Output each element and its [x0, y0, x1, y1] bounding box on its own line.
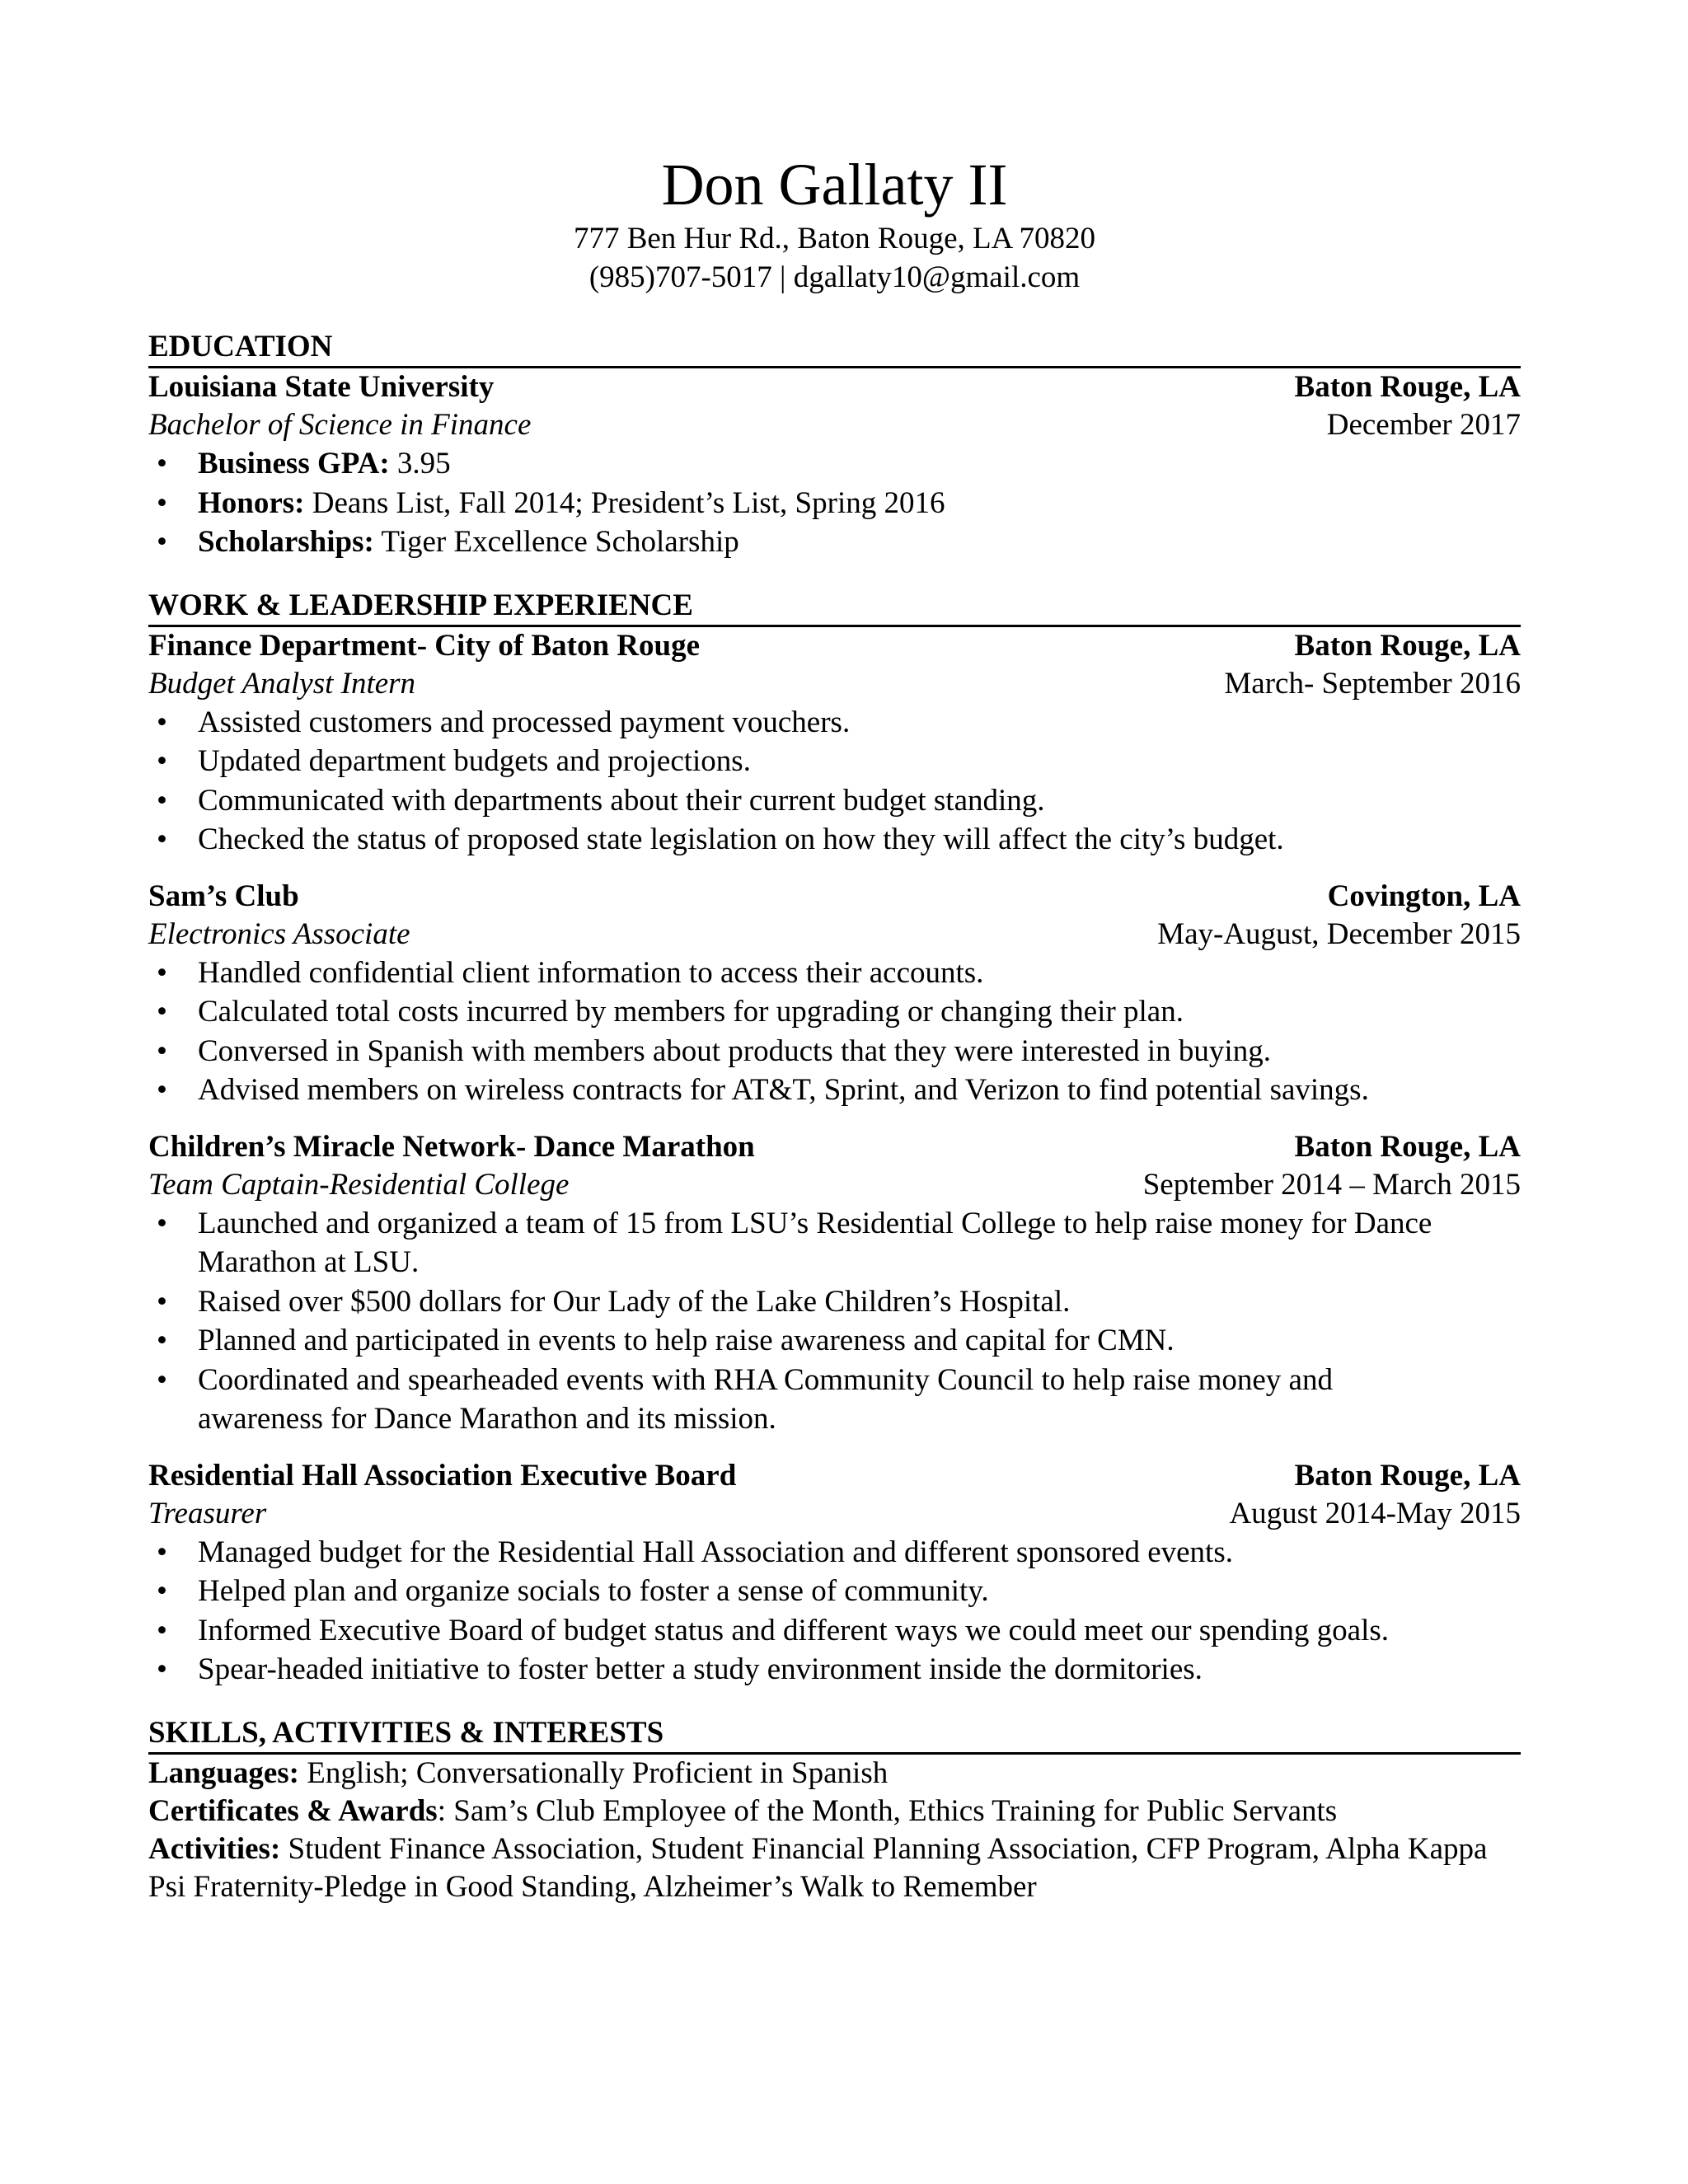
- bullet-icon: •: [157, 1535, 167, 1569]
- school-name: Louisiana State University: [148, 370, 495, 404]
- job-org: Sam’s Club: [148, 879, 299, 913]
- job-location: Covington, LA: [1327, 879, 1521, 913]
- job-location: Baton Rouge, LA: [1294, 1129, 1521, 1164]
- bullet-icon: •: [157, 1033, 167, 1068]
- job-role-row: [148, 1495, 1521, 1533]
- skills-section: [148, 1714, 1521, 1906]
- address-line: 777 Ben Hur Rd., Baton Rouge, LA 70820: [573, 222, 1096, 255]
- bullet-icon: •: [157, 1284, 167, 1319]
- job-role-row: [148, 916, 1521, 954]
- bullet-icon: •: [157, 1073, 167, 1107]
- list-item: • Advised members on wireless contracts for AT&T, Sprint, and Verizon to find potential savings.: [148, 1071, 1521, 1110]
- resume-header: [148, 0, 1521, 297]
- list-item: • Updated department budgets and projections.: [148, 742, 1521, 781]
- list-item: • Coordinated and spearheaded events with RHA Community Council to help raise money and awareness for Dance Marathon and its mission.: [148, 1361, 1438, 1439]
- bullet-icon: •: [157, 525, 167, 559]
- section-title-education: EDUCATION: [148, 328, 1521, 368]
- bullet-icon: •: [157, 447, 167, 480]
- bullet-icon: •: [157, 1652, 167, 1686]
- list-item: • Business GPA: 3.95: [148, 444, 1521, 484]
- list-item: • Handled confidential client information to access their accounts.: [148, 954, 1521, 993]
- list-item: • Launched and organized a team of 15 from LSU’s Residential College to help raise money for Dance Marathon at LSU.: [148, 1204, 1438, 1282]
- list-item: • Checked the status of proposed state legislation on how they will affect the city’s budget.: [148, 820, 1521, 860]
- job-location: Baton Rouge, LA: [1294, 628, 1521, 663]
- job-date: August 2014-May 2015: [1229, 1496, 1521, 1530]
- list-item: • Managed budget for the Residential Hall Association and different sponsored events.: [148, 1533, 1521, 1572]
- skills-certificates: Certificates & Awards: Sam’s Club Employee of the Month, Ethics Training for Public Servants: [148, 1793, 1338, 1828]
- job-date: May-August, December 2015: [1157, 916, 1521, 951]
- phone-email-line: (985)707-5017 | dgallaty10@gmail.com: [588, 260, 1081, 294]
- job-org: Finance Department- City of Baton Rouge: [148, 628, 700, 663]
- job-role: Budget Analyst Intern: [148, 666, 416, 701]
- bullet-icon: •: [157, 1206, 167, 1240]
- section-title-experience: WORK & LEADERSHIP EXPERIENCE: [148, 587, 1521, 627]
- job-role-row: [148, 665, 1521, 703]
- bullet-icon: •: [157, 1324, 167, 1357]
- job-entry: [148, 1128, 1521, 1439]
- degree: Bachelor of Science in Finance: [148, 408, 532, 442]
- job-bullets: [148, 703, 1521, 860]
- job-bullets: [148, 1204, 1521, 1439]
- list-item: • Honors: Deans List, Fall 2014; President’s List, Spring 2016: [148, 484, 1521, 523]
- skills-languages: Languages: English; Conversationally Proficient in Spanish: [148, 1755, 889, 1790]
- bullet-icon: •: [157, 1362, 167, 1397]
- job-org-row: [148, 627, 1521, 665]
- bullet-icon: •: [157, 485, 167, 520]
- job-org: Children’s Miracle Network- Dance Marathon: [148, 1129, 755, 1164]
- bullet-icon: •: [157, 1574, 167, 1608]
- education-degree-row: [148, 406, 1521, 444]
- list-item: • Spear-headed initiative to foster better a study environment inside the dormitories.: [148, 1650, 1521, 1690]
- job-location: Baton Rouge, LA: [1294, 1458, 1521, 1493]
- job-bullets: [148, 1533, 1521, 1690]
- education-section: [148, 328, 1521, 562]
- bullet-icon: •: [157, 823, 167, 856]
- skills-activities: Activities: Student Finance Association, Student Financial Planning Association, CFP Program, Alpha Kappa Psi Fraternity-Pledge in Good Standing, Alzheimer’s Walk to Remember: [148, 1831, 1488, 1904]
- candidate-name: Don Gallaty II: [661, 152, 1008, 218]
- job-entry: [148, 627, 1521, 860]
- job-org-row: [148, 878, 1521, 916]
- list-item: • Assisted customers and processed payment vouchers.: [148, 703, 1521, 743]
- bullet-icon: •: [157, 705, 167, 739]
- job-date: March- September 2016: [1224, 666, 1521, 701]
- job-org-row: [148, 1457, 1521, 1495]
- list-item: • Planned and participated in events to help raise awareness and capital for CMN.: [148, 1321, 1438, 1361]
- list-item: • Raised over $500 dollars for Our Lady of the Lake Children’s Hospital.: [148, 1282, 1438, 1322]
- job-entry: [148, 1457, 1521, 1690]
- list-item: • Helped plan and organize socials to foster a sense of community.: [148, 1572, 1521, 1611]
- job-org: Residential Hall Association Executive Board: [148, 1458, 737, 1493]
- graduation-date: December 2017: [1326, 408, 1521, 442]
- job-role: Electronics Associate: [148, 916, 410, 951]
- list-item: • Calculated total costs incurred by members for upgrading or changing their plan.: [148, 992, 1521, 1032]
- job-date: September 2014 – March 2015: [1142, 1167, 1521, 1202]
- list-item: • Informed Executive Board of budget status and different ways we could meet our spending goals.: [148, 1611, 1521, 1651]
- resume-page: [148, 0, 1521, 1906]
- job-role-row: [148, 1166, 1521, 1204]
- experience-section: [148, 587, 1521, 1690]
- school-location: Baton Rouge, LA: [1294, 370, 1521, 404]
- list-item: • Communicated with departments about their current budget standing.: [148, 781, 1521, 821]
- job-org-row: [148, 1128, 1521, 1166]
- bullet-icon: •: [157, 995, 167, 1029]
- bullet-icon: •: [157, 744, 167, 778]
- list-item: • Conversed in Spanish with members about products that they were interested in buying.: [148, 1032, 1521, 1071]
- bullet-icon: •: [157, 783, 167, 818]
- education-bullets: [148, 444, 1521, 562]
- job-role: Treasurer: [148, 1496, 267, 1530]
- job-bullets: [148, 954, 1521, 1110]
- job-entry: [148, 878, 1521, 1110]
- section-title-skills: SKILLS, ACTIVITIES & INTERESTS: [148, 1714, 1521, 1755]
- list-item: • Scholarships: Tiger Excellence Scholarship: [148, 523, 1521, 562]
- job-role: Team Captain-Residential College: [148, 1167, 570, 1202]
- education-school-row: [148, 368, 1521, 406]
- bullet-icon: •: [157, 1613, 167, 1647]
- bullet-icon: •: [157, 955, 167, 990]
